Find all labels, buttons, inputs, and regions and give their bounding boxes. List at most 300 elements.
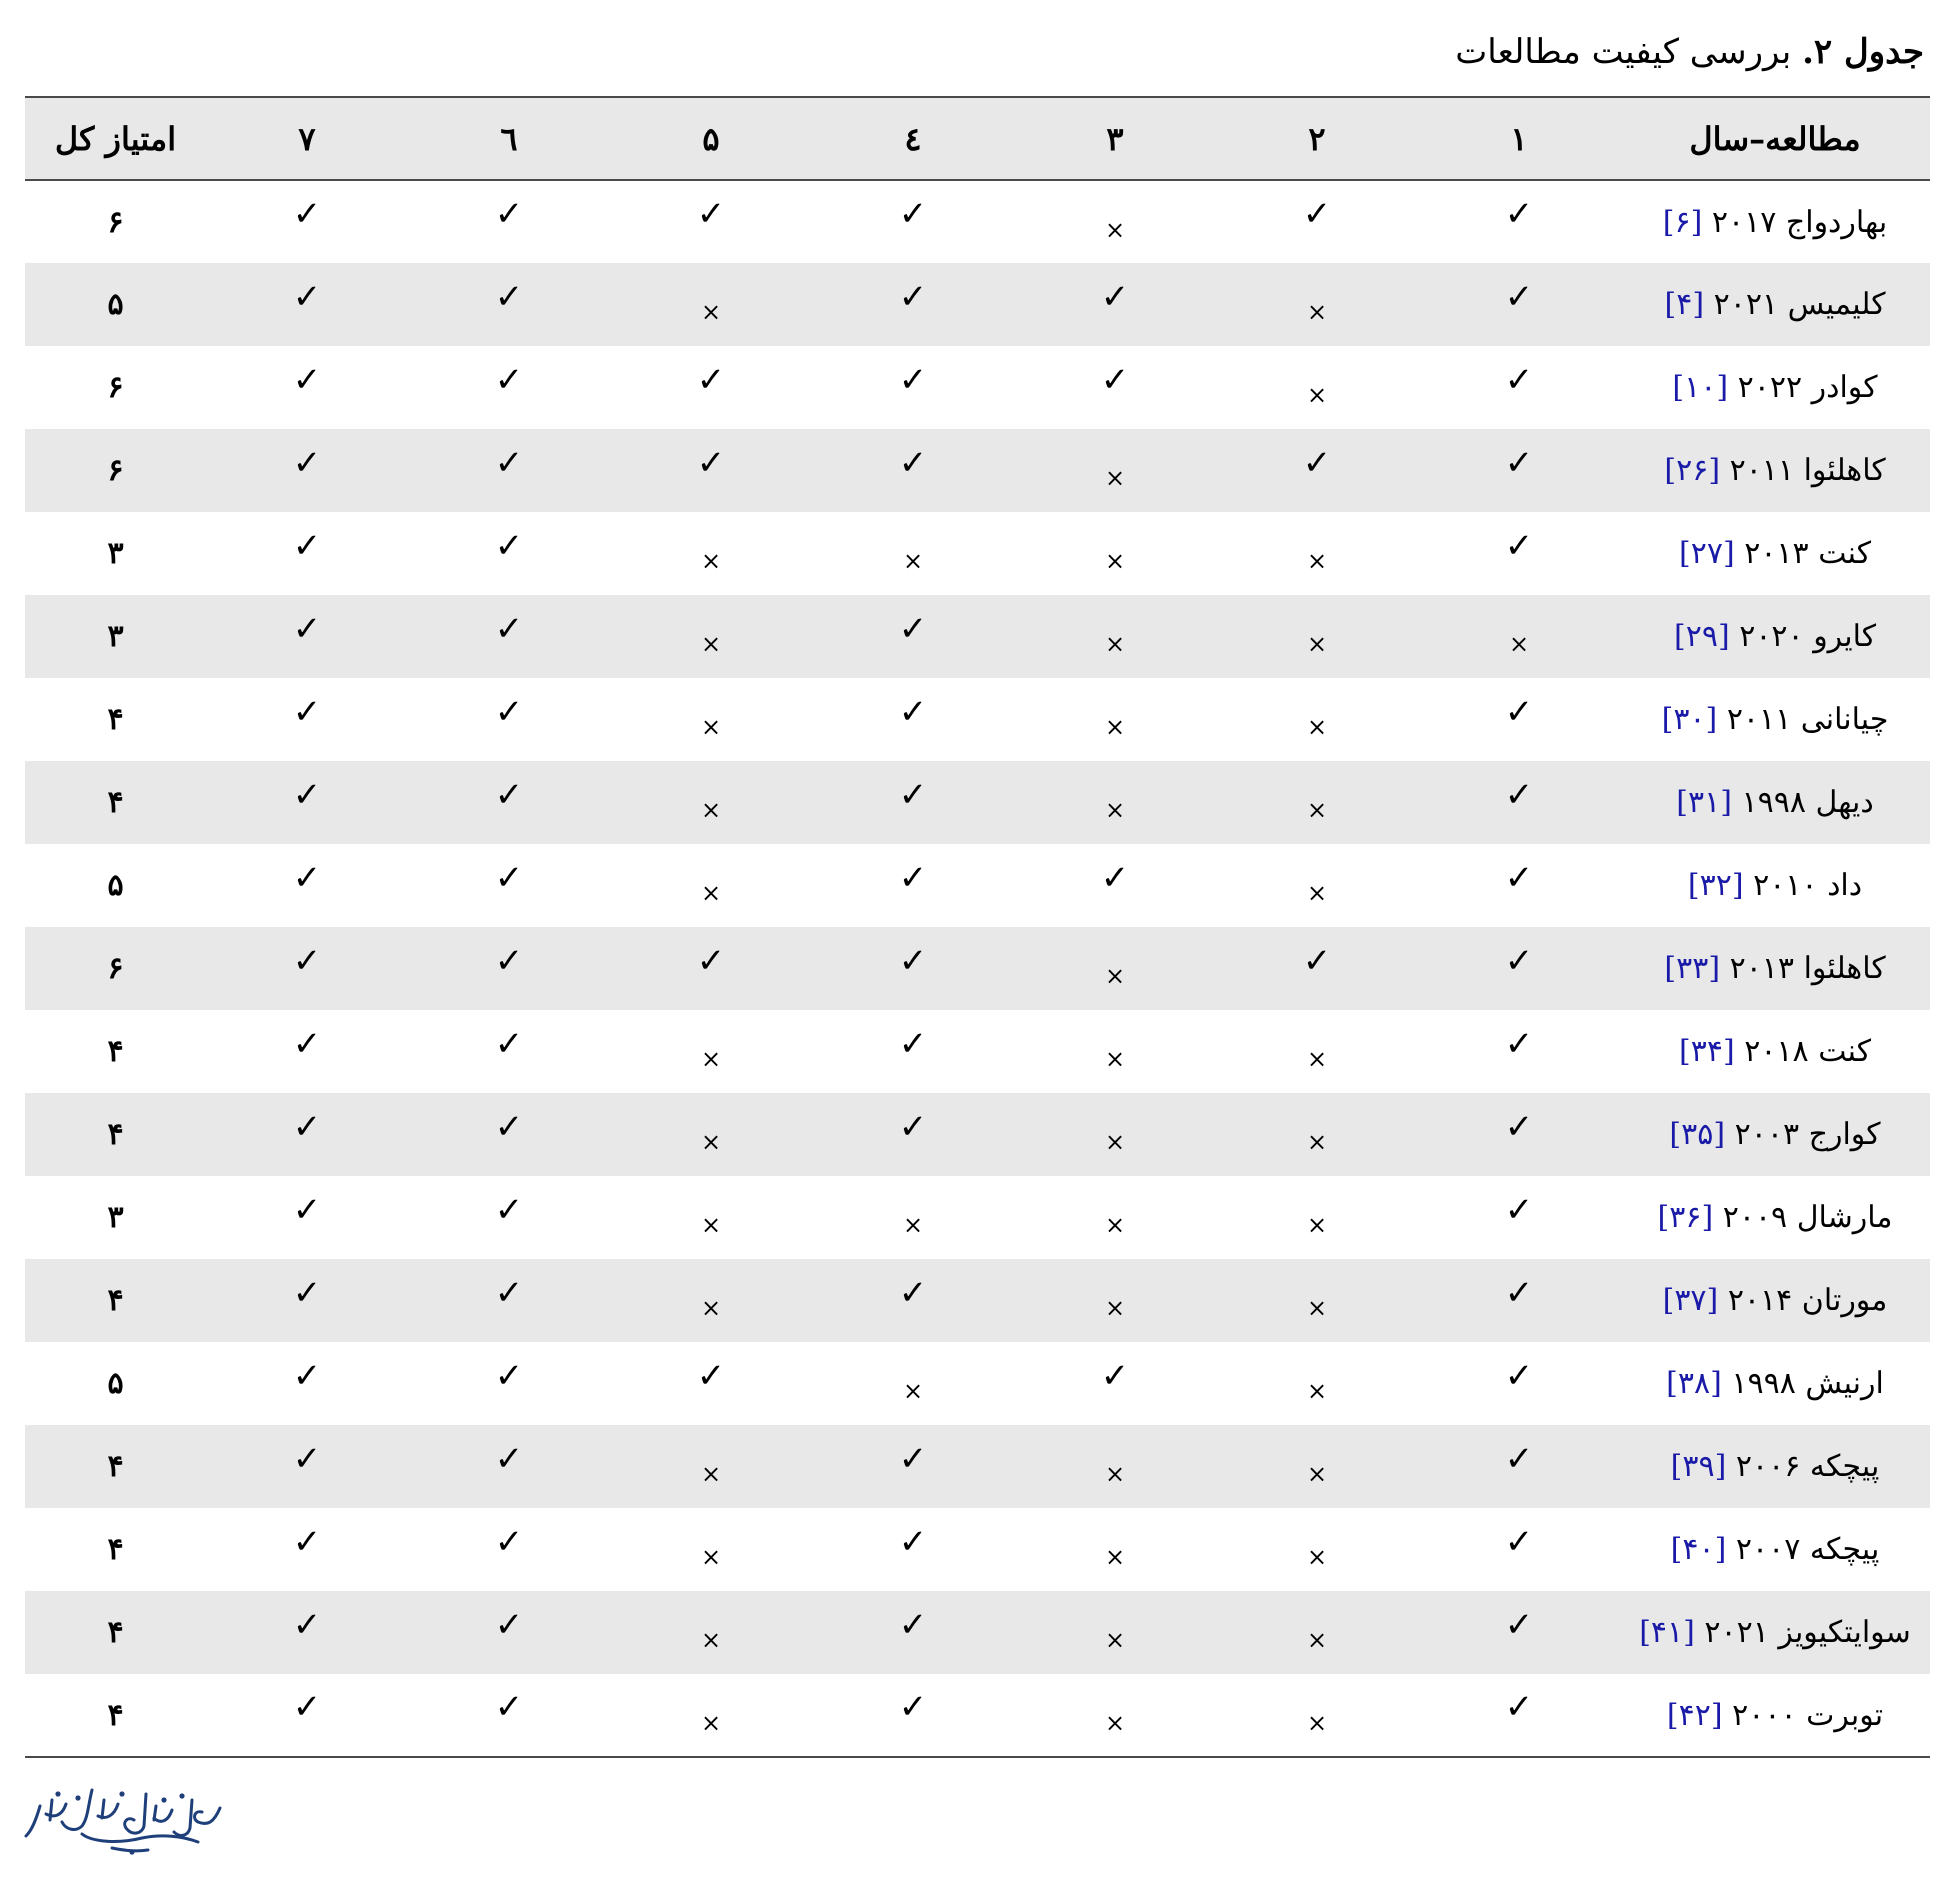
check-icon: ✓ xyxy=(292,525,322,566)
check-icon: ✓ xyxy=(696,194,726,234)
check-icon: ✓ xyxy=(1504,1687,1534,1727)
study-year-cell xyxy=(1620,263,1930,346)
study-year-cell xyxy=(1620,1093,1930,1176)
criterion-2-cell xyxy=(1216,1342,1418,1425)
total-score-cell: ۴ xyxy=(25,1674,206,1757)
cross-icon: × xyxy=(700,547,722,575)
criterion-3-cell xyxy=(1014,1176,1216,1259)
cross-icon: × xyxy=(902,547,924,575)
check-icon: ✓ xyxy=(1302,442,1332,483)
check-icon: ✓ xyxy=(696,1355,726,1396)
criterion-4-cell xyxy=(812,1674,1014,1757)
cross-icon: × xyxy=(1104,215,1126,244)
check-icon: ✓ xyxy=(898,1687,928,1727)
header-criterion-6: ٦ xyxy=(408,97,610,180)
criterion-5-cell xyxy=(610,1591,812,1674)
criterion-6-cell xyxy=(408,1342,610,1425)
study-name: کایرو ۲۰۲۰ xyxy=(1729,619,1877,654)
total-score-cell: ۶ xyxy=(107,204,124,240)
check-icon: ✓ xyxy=(898,857,928,898)
criterion-3-cell xyxy=(1014,1425,1216,1508)
criterion-5-cell xyxy=(610,844,812,927)
criterion-1-cell xyxy=(1418,1259,1620,1342)
table-row xyxy=(25,1425,1930,1508)
cross-icon: × xyxy=(700,713,722,741)
table-row xyxy=(25,844,1930,927)
total-score-cell: ۵ xyxy=(107,1366,124,1401)
criterion-4-cell xyxy=(812,512,1014,595)
check-icon: ✓ xyxy=(1100,276,1130,317)
criterion-2-cell xyxy=(1216,678,1418,761)
cross-icon: × xyxy=(700,1708,722,1737)
criterion-6-cell xyxy=(408,1425,610,1508)
criterion-2-cell xyxy=(1216,595,1418,678)
table-row xyxy=(25,595,1930,678)
cross-icon: × xyxy=(1306,1460,1328,1488)
cross-icon: × xyxy=(1306,1045,1328,1073)
check-icon: ✓ xyxy=(292,1355,322,1396)
study-name: کلیمیس ۲۰۲۱ xyxy=(1704,287,1886,322)
criterion-1-cell xyxy=(1418,761,1620,844)
criterion-1-cell xyxy=(1418,1010,1620,1093)
study-year-cell xyxy=(1620,512,1930,595)
check-icon: ✓ xyxy=(292,691,322,732)
study-name: ارنیش ۱۹۹۸ xyxy=(1721,1366,1884,1401)
check-icon: ✓ xyxy=(1504,940,1534,981)
criterion-3-cell xyxy=(1014,1508,1216,1591)
check-icon: ✓ xyxy=(292,1687,322,1727)
reference-link[interactable]: [۳۰] xyxy=(1661,702,1718,737)
cross-icon: × xyxy=(1104,1543,1126,1571)
criterion-1-cell xyxy=(1418,180,1620,263)
study-name: کنت ۲۰۱۳ xyxy=(1734,536,1871,571)
criterion-6-cell xyxy=(408,844,610,927)
table-row xyxy=(25,1342,1930,1425)
criterion-5-cell xyxy=(610,1674,812,1757)
cross-icon: × xyxy=(1306,1543,1328,1571)
study-name: مارشال ۲۰۰۹ xyxy=(1713,1200,1893,1235)
total-score-cell: ۴ xyxy=(107,785,124,820)
cross-icon: × xyxy=(1306,381,1328,409)
cross-icon: × xyxy=(700,1128,722,1156)
criterion-2-cell xyxy=(1216,263,1418,346)
criterion-3-cell xyxy=(1014,927,1216,1010)
check-icon: ✓ xyxy=(696,940,726,981)
total-score-cell: ۴ xyxy=(107,1034,124,1069)
check-icon: ✓ xyxy=(898,359,928,400)
criterion-7-cell xyxy=(206,1674,408,1757)
cross-icon: × xyxy=(1104,1294,1126,1322)
check-icon: ✓ xyxy=(292,1189,322,1230)
cross-icon: × xyxy=(1306,796,1328,824)
check-icon: ✓ xyxy=(494,1604,524,1645)
check-icon: ✓ xyxy=(898,1023,928,1064)
criterion-5-cell xyxy=(610,512,812,595)
study-year-cell xyxy=(1620,1176,1930,1259)
cross-icon: × xyxy=(1104,547,1126,575)
check-icon: ✓ xyxy=(898,1604,928,1645)
check-icon: ✓ xyxy=(898,1272,928,1313)
study-year-cell xyxy=(1620,595,1930,678)
check-icon: ✓ xyxy=(494,857,524,898)
table-caption-title: بررسی کیفیت مطالعات xyxy=(1455,32,1803,72)
check-icon: ✓ xyxy=(494,1023,524,1064)
study-name: دیهل ۱۹۹۸ xyxy=(1731,785,1874,820)
criterion-4-cell xyxy=(812,678,1014,761)
reference-link[interactable]: [۳۴] xyxy=(1678,1034,1735,1069)
criterion-1-cell xyxy=(1418,1176,1620,1259)
check-icon: ✓ xyxy=(494,1521,524,1562)
criterion-3-cell xyxy=(1014,1674,1216,1757)
cross-icon: × xyxy=(700,1045,722,1073)
check-icon: ✓ xyxy=(494,1355,524,1396)
check-icon: ✓ xyxy=(494,1438,524,1479)
criterion-4-cell xyxy=(812,1508,1014,1591)
study-name: بهاردواج ۲۰۱۷ xyxy=(1702,204,1888,240)
criterion-4-cell xyxy=(812,263,1014,346)
cross-icon: × xyxy=(1306,298,1328,326)
criterion-3-cell xyxy=(1014,595,1216,678)
check-icon: ✓ xyxy=(494,276,524,317)
criterion-4-cell xyxy=(812,927,1014,1010)
study-year-cell xyxy=(1620,678,1930,761)
criterion-4-cell xyxy=(812,1093,1014,1176)
cross-icon: × xyxy=(1104,630,1126,658)
criterion-6-cell xyxy=(408,180,610,263)
criterion-5-cell xyxy=(610,1259,812,1342)
criterion-3-cell xyxy=(1014,180,1216,263)
criterion-3-cell xyxy=(1014,1010,1216,1093)
cross-icon: × xyxy=(700,1294,722,1322)
criterion-5-cell xyxy=(610,263,812,346)
check-icon: ✓ xyxy=(1100,359,1130,400)
criterion-5-cell xyxy=(610,346,812,429)
criterion-7-cell xyxy=(206,512,408,595)
criterion-6-cell xyxy=(408,1093,610,1176)
criterion-7-cell xyxy=(206,1259,408,1342)
check-icon: ✓ xyxy=(292,1272,322,1313)
cross-icon: × xyxy=(1104,464,1126,492)
cross-icon: × xyxy=(1306,1128,1328,1156)
table-row xyxy=(25,1093,1930,1176)
study-name: کوارج ۲۰۰۳ xyxy=(1725,1117,1881,1152)
criterion-3-cell xyxy=(1014,1093,1216,1176)
total-score-cell: ۶ xyxy=(107,453,124,488)
cross-icon: × xyxy=(700,630,722,658)
study-name: چیانانی ۲۰۱۱ xyxy=(1717,702,1889,737)
criterion-6-cell xyxy=(408,1259,610,1342)
criterion-3-cell xyxy=(1014,263,1216,346)
criterion-6-cell xyxy=(408,678,610,761)
check-icon: ✓ xyxy=(1504,194,1534,234)
check-icon: ✓ xyxy=(494,1106,524,1147)
criterion-6-cell xyxy=(408,761,610,844)
table-caption-label: جدول ۲. xyxy=(1802,32,1924,72)
check-icon: ✓ xyxy=(1302,940,1332,981)
check-icon: ✓ xyxy=(898,442,928,483)
check-icon: ✓ xyxy=(292,774,322,815)
header-criterion-7: ۷ xyxy=(206,97,408,180)
total-score-cell: ۴ xyxy=(107,1283,124,1318)
reference-link[interactable]: [۳۸] xyxy=(1666,1366,1722,1401)
criterion-4-cell xyxy=(812,761,1014,844)
criterion-5-cell xyxy=(610,1508,812,1591)
criterion-4-cell xyxy=(812,1425,1014,1508)
criterion-5-cell xyxy=(610,1342,812,1425)
study-name: مورتان ۲۰۱۴ xyxy=(1718,1283,1888,1318)
cross-icon: × xyxy=(1306,879,1328,907)
check-icon: ✓ xyxy=(898,194,928,234)
cross-icon: × xyxy=(1104,1626,1126,1654)
cross-icon: × xyxy=(700,796,722,824)
study-year-cell xyxy=(1620,429,1930,512)
criterion-2-cell xyxy=(1216,844,1418,927)
cross-icon: × xyxy=(1508,630,1530,658)
check-icon: ✓ xyxy=(494,1272,524,1313)
study-name: کنت ۲۰۱۸ xyxy=(1734,1034,1871,1069)
criterion-2-cell xyxy=(1216,1176,1418,1259)
table-row xyxy=(25,1591,1930,1674)
total-score-cell: ۴ xyxy=(107,1615,124,1650)
cross-icon: × xyxy=(1306,1377,1328,1405)
table-row xyxy=(25,346,1930,429)
journal-logo xyxy=(22,1770,232,1860)
criterion-6-cell xyxy=(408,927,610,1010)
criterion-5-cell xyxy=(610,429,812,512)
criterion-7-cell xyxy=(206,761,408,844)
reference-link[interactable]: [۳۱] xyxy=(1676,785,1732,820)
criterion-6-cell xyxy=(408,1508,610,1591)
total-score-cell: ۵ xyxy=(107,868,124,903)
cross-icon: × xyxy=(1104,713,1126,741)
table-row xyxy=(25,1508,1930,1591)
criterion-1-cell xyxy=(1418,844,1620,927)
criterion-2-cell xyxy=(1216,1425,1418,1508)
check-icon: ✓ xyxy=(292,359,322,400)
total-score-cell: ۶ xyxy=(107,951,124,986)
criterion-3-cell xyxy=(1014,1342,1216,1425)
study-year-cell xyxy=(1620,1591,1930,1674)
criterion-7-cell xyxy=(206,263,408,346)
check-icon: ✓ xyxy=(292,1438,322,1479)
table-row xyxy=(25,429,1930,512)
criterion-2-cell xyxy=(1216,346,1418,429)
criterion-4-cell xyxy=(812,346,1014,429)
cross-icon: × xyxy=(1104,1211,1126,1239)
study-year-cell xyxy=(1620,346,1930,429)
header-criterion-3: ۳ xyxy=(1014,97,1216,180)
reference-link[interactable]: [۲۶] xyxy=(1664,453,1721,488)
criterion-5-cell xyxy=(610,595,812,678)
check-icon: ✓ xyxy=(1100,857,1130,898)
study-year-cell xyxy=(1620,1674,1930,1757)
study-name: پیچکه ۲۰۰۶ xyxy=(1726,1449,1880,1484)
criterion-1-cell xyxy=(1418,927,1620,1010)
criterion-1-cell xyxy=(1418,1508,1620,1591)
check-icon: ✓ xyxy=(494,1687,524,1727)
reference-link[interactable]: [۳۹] xyxy=(1670,1449,1727,1484)
cross-icon: × xyxy=(902,1211,924,1239)
criterion-5-cell xyxy=(610,761,812,844)
check-icon: ✓ xyxy=(292,608,322,649)
check-icon: ✓ xyxy=(292,857,322,898)
reference-link[interactable]: [۴۲] xyxy=(1666,1697,1723,1733)
check-icon: ✓ xyxy=(292,940,322,981)
check-icon: ✓ xyxy=(494,608,524,649)
total-score-cell: ۳ xyxy=(107,536,124,571)
total-score-cell: ۴ xyxy=(107,1532,124,1567)
criterion-5-cell xyxy=(610,1093,812,1176)
table-row xyxy=(25,263,1930,346)
cross-icon: × xyxy=(700,298,722,326)
criterion-3-cell xyxy=(1014,429,1216,512)
criterion-4-cell xyxy=(812,1259,1014,1342)
check-icon: ✓ xyxy=(1504,1438,1534,1479)
total-score-cell: ۴ xyxy=(107,702,124,737)
cross-icon: × xyxy=(1306,1294,1328,1322)
check-icon: ✓ xyxy=(898,608,928,649)
cross-icon: × xyxy=(1104,1460,1126,1488)
check-icon: ✓ xyxy=(696,359,726,400)
criterion-2-cell xyxy=(1216,927,1418,1010)
study-year-cell xyxy=(1620,844,1930,927)
criterion-6-cell xyxy=(408,429,610,512)
check-icon: ✓ xyxy=(1504,359,1534,400)
reference-link[interactable]: [۴۱] xyxy=(1639,1615,1695,1650)
header-total-score: امتیاز کل xyxy=(25,97,206,180)
criterion-5-cell xyxy=(610,1176,812,1259)
check-icon: ✓ xyxy=(292,276,322,317)
cross-icon: × xyxy=(700,1543,722,1571)
criterion-7-cell xyxy=(206,1176,408,1259)
criterion-7-cell xyxy=(206,1591,408,1674)
criterion-7-cell xyxy=(206,595,408,678)
header-study-year: مطالعه–سال xyxy=(1620,97,1930,180)
reference-link[interactable]: [۶] xyxy=(1662,204,1703,240)
criterion-7-cell xyxy=(206,180,408,263)
criterion-6-cell xyxy=(408,346,610,429)
reference-link[interactable]: [۳۷] xyxy=(1662,1283,1719,1318)
criterion-3-cell xyxy=(1014,678,1216,761)
criterion-5-cell xyxy=(610,678,812,761)
header-criterion-4: ٤ xyxy=(812,97,1014,180)
reference-link[interactable]: [۳۲] xyxy=(1687,868,1744,903)
criterion-6-cell xyxy=(408,1010,610,1093)
criterion-3-cell xyxy=(1014,1591,1216,1674)
criterion-4-cell xyxy=(812,180,1014,263)
study-name: داد ۲۰۱۰ xyxy=(1743,868,1863,903)
criterion-4-cell xyxy=(812,429,1014,512)
cross-icon: × xyxy=(1306,547,1328,575)
cross-icon: × xyxy=(700,1460,722,1488)
check-icon: ✓ xyxy=(494,691,524,732)
criterion-1-cell xyxy=(1418,1674,1620,1757)
table-row xyxy=(25,1674,1930,1757)
check-icon: ✓ xyxy=(1504,1023,1534,1064)
criterion-7-cell xyxy=(206,678,408,761)
check-icon: ✓ xyxy=(1504,276,1534,317)
cross-icon: × xyxy=(1306,713,1328,741)
check-icon: ✓ xyxy=(898,276,928,317)
criterion-5-cell xyxy=(610,180,812,263)
total-score-cell: ۴ xyxy=(107,1449,124,1484)
cross-icon: × xyxy=(1104,796,1126,824)
criterion-2-cell xyxy=(1216,761,1418,844)
cross-icon: × xyxy=(1306,630,1328,658)
study-name: کوادر ۲۰۲۲ xyxy=(1728,370,1878,405)
criterion-4-cell xyxy=(812,595,1014,678)
table-row xyxy=(25,1176,1930,1259)
check-icon: ✓ xyxy=(1504,1272,1534,1313)
reference-link[interactable]: [۴] xyxy=(1664,287,1705,322)
criterion-7-cell xyxy=(206,844,408,927)
total-score-cell: ۳ xyxy=(107,619,124,654)
reference-link[interactable]: [۲۹] xyxy=(1673,619,1730,654)
criterion-3-cell xyxy=(1014,761,1216,844)
reference-link[interactable]: [۱۰] xyxy=(1672,370,1729,405)
study-year-cell xyxy=(1620,1342,1930,1425)
criterion-2-cell xyxy=(1216,1093,1418,1176)
criterion-1-cell xyxy=(1418,1093,1620,1176)
criterion-5-cell xyxy=(610,1425,812,1508)
criterion-4-cell xyxy=(812,1591,1014,1674)
check-icon: ✓ xyxy=(1504,1604,1534,1645)
check-icon: ✓ xyxy=(898,1106,928,1147)
check-icon: ✓ xyxy=(1504,442,1534,483)
criterion-4-cell xyxy=(812,1342,1014,1425)
criterion-1-cell xyxy=(1418,1425,1620,1508)
table-row xyxy=(25,761,1930,844)
study-name: کاهلئوا ۲۰۱۱ xyxy=(1720,453,1886,488)
check-icon: ✓ xyxy=(292,194,322,234)
study-name: پیچکه ۲۰۰۷ xyxy=(1726,1532,1880,1567)
criterion-1-cell xyxy=(1418,429,1620,512)
cross-icon: × xyxy=(1104,1708,1126,1737)
cross-icon: × xyxy=(902,1377,924,1405)
criterion-7-cell xyxy=(206,429,408,512)
cross-icon: × xyxy=(1104,962,1126,990)
reference-link[interactable]: [۲۷] xyxy=(1678,536,1735,571)
check-icon: ✓ xyxy=(898,1521,928,1562)
criterion-4-cell xyxy=(812,1010,1014,1093)
reference-link[interactable]: [۴۰] xyxy=(1670,1532,1727,1567)
criterion-6-cell xyxy=(408,512,610,595)
check-icon: ✓ xyxy=(1504,857,1534,898)
check-icon: ✓ xyxy=(898,691,928,732)
criterion-6-cell xyxy=(408,1591,610,1674)
cross-icon: × xyxy=(1306,1626,1328,1654)
criterion-6-cell xyxy=(408,1674,610,1757)
criterion-1-cell xyxy=(1418,263,1620,346)
header-criterion-2: ۲ xyxy=(1216,97,1418,180)
study-name: توبرت ۲۰۰۰ xyxy=(1722,1697,1884,1733)
study-name: سوایتکیویز ۲۰۲۱ xyxy=(1694,1615,1911,1650)
criterion-7-cell xyxy=(206,1425,408,1508)
check-icon: ✓ xyxy=(898,940,928,981)
table-row xyxy=(25,180,1930,263)
table-row xyxy=(25,512,1930,595)
check-icon: ✓ xyxy=(292,442,322,483)
check-icon: ✓ xyxy=(292,1521,322,1562)
reference-link[interactable]: [۳۶] xyxy=(1657,1200,1714,1235)
reference-link[interactable]: [۳۵] xyxy=(1669,1117,1726,1152)
reference-link[interactable]: [۳۳] xyxy=(1664,951,1721,986)
cross-icon: × xyxy=(1306,1211,1328,1239)
check-icon: ✓ xyxy=(494,359,524,400)
criterion-5-cell xyxy=(610,1010,812,1093)
check-icon: ✓ xyxy=(898,774,928,815)
study-year-cell xyxy=(1620,1425,1930,1508)
